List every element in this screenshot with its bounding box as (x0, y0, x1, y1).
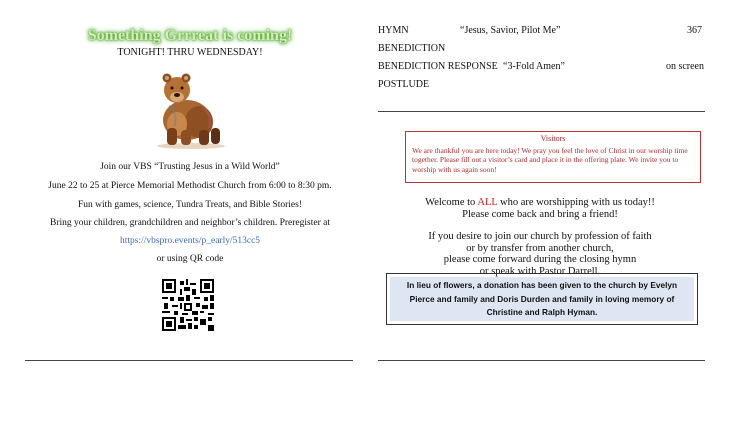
vbs-line5: or using QR code (156, 254, 224, 264)
bear-icon (147, 66, 233, 150)
qr-code-icon (162, 279, 214, 331)
join-line3: please come forward during the closing hymn (443, 254, 637, 265)
join-line1: If you desire to join our church by profession of faith (428, 231, 652, 242)
order-value-benediction-response: “3-Fold Amen” (503, 61, 565, 72)
join-line4: or speak with Pastor Darrell. (479, 265, 601, 277)
vbs-line2: June 22 to 25 at Pierce Memorial Methodist Church from 6:00 to 8:30 pm. (48, 181, 332, 191)
visitors-title: Visitors (540, 134, 566, 143)
order-label-postlude: POSTLUDE (378, 79, 430, 90)
order-right-hymn: 367 (687, 25, 702, 36)
welcome-line1: Welcome to ALL who are worshipping with us today!! (425, 197, 655, 208)
vbs-line1: Join our VBS “Trusting Jesus in a Wild World” (100, 162, 280, 172)
welcome-line2: Please come back and bring a friend! (462, 208, 618, 220)
right-divider-bottom (378, 360, 705, 361)
welcome-emphasis: ALL (477, 197, 498, 208)
welcome-block (380, 197, 700, 277)
vbs-line3: Fun with games, science, Tundra Treats, and Bible Stories! (77, 200, 303, 210)
order-value-hymn: “Jesus, Savior, Pilot Me” (460, 25, 561, 36)
vbs-line4: Bring your children, grandchildren and neighbor’s children. Preregister at (50, 218, 330, 228)
vbs-subhead: TONIGHT! THRU WEDNESDAY! (117, 47, 263, 58)
right-divider-top (378, 111, 705, 112)
order-label-benediction-response: BENEDICTION RESPONSE (378, 61, 498, 72)
order-right-benediction-response: on screen (665, 61, 704, 72)
order-label-hymn: HYMN (378, 25, 409, 36)
preregister-link[interactable]: https://vbspro.events/p_early/513cc5 (119, 236, 261, 246)
flowers-box (386, 273, 698, 325)
visitors-box (405, 131, 701, 183)
join-line2: or by transfer from another church, (466, 242, 614, 254)
flowers-text: In lieu of flowers, a donation has been given to the church by Evelyn Pierce and family and Doris Durden and family in loving memory of Christine and Ralph Hyman. (390, 277, 694, 321)
vbs-headline: Something Grrreat is coming! (87, 27, 293, 44)
order-label-benediction: BENEDICTION (378, 43, 446, 54)
left-divider (25, 360, 353, 361)
visitors-text: We are thankful you are here today! We pray you feel the love of Christ in our worship time together. Please fill out a visitor’s card and place it in the offering plate. We invite you to worship with us again soon! (412, 145, 688, 174)
